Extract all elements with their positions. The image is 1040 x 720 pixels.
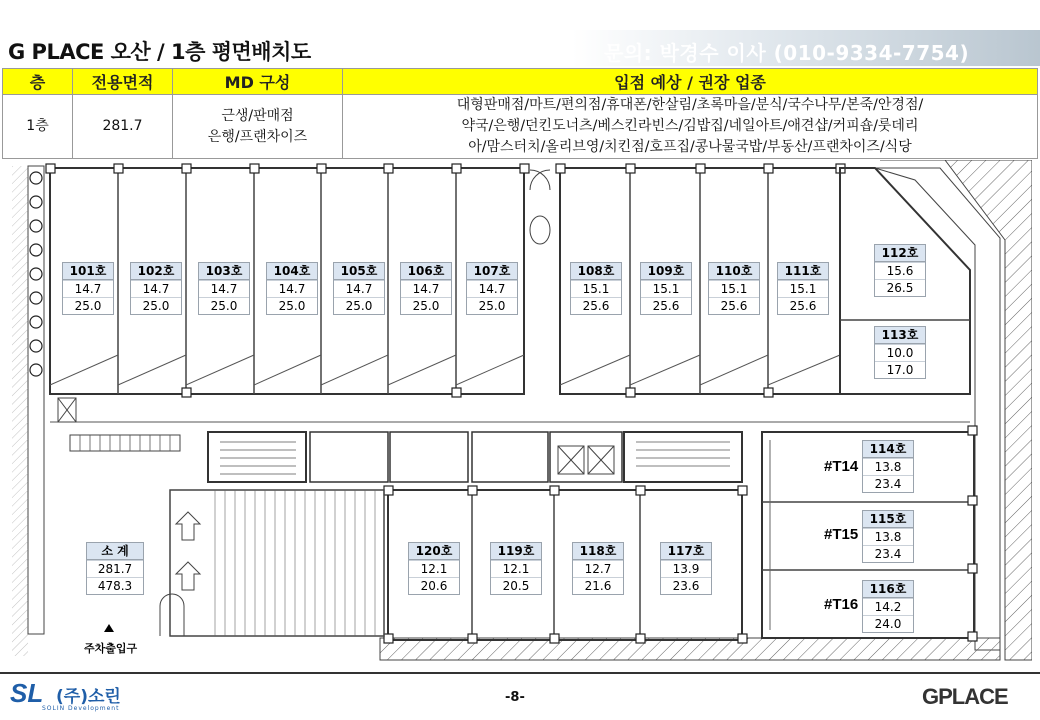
unit-number: 118호 <box>573 543 623 560</box>
unit-area-exclusive: 12.1 <box>409 560 459 577</box>
col-area: 전용면적 <box>73 69 173 95</box>
unit-number: 109호 <box>641 263 691 280</box>
unit-area-exclusive: 14.2 <box>863 598 913 615</box>
unit-number: 111호 <box>778 263 828 280</box>
unit-area-exclusive: 15.6 <box>875 262 925 279</box>
unit-number: 113호 <box>875 327 925 344</box>
col-floor: 층 <box>3 69 73 95</box>
subtotal-label <box>86 542 144 595</box>
unit-area-supply: 25.6 <box>709 297 759 314</box>
unit-area-exclusive: 15.1 <box>571 280 621 297</box>
unit-label <box>400 262 452 315</box>
parking-entrance-label: 주차출입구 <box>84 642 138 655</box>
unit-area-exclusive: 15.1 <box>709 280 759 297</box>
unit-area-supply: 25.6 <box>641 297 691 314</box>
unit-label <box>62 262 114 315</box>
md-line-1: 근생/판매점 <box>221 107 294 124</box>
unit-label <box>777 262 829 315</box>
unit-label <box>862 440 914 493</box>
cell-tenants <box>343 95 1038 159</box>
unit-label <box>198 262 250 315</box>
unit-number: 108호 <box>571 263 621 280</box>
company-name-en: SOLIN Development <box>42 705 120 712</box>
footer-divider <box>0 672 1040 674</box>
subtotal-a: 281.7 <box>87 560 143 577</box>
unit-area-supply: 25.0 <box>401 297 451 314</box>
unit-number: 102호 <box>131 263 181 280</box>
tenants-line-3: 아/맘스터치/올리브영/치킨점/호프집/콩나물국밥/부동산/프랜차이즈/식당 <box>468 139 912 155</box>
unit-area-exclusive: 10.0 <box>875 344 925 361</box>
unit-number: 115호 <box>863 511 913 528</box>
unit-area-exclusive: 12.1 <box>491 560 541 577</box>
unit-area-exclusive: 12.7 <box>573 560 623 577</box>
unit-area-supply: 25.6 <box>571 297 621 314</box>
unit-number: 106호 <box>401 263 451 280</box>
unit-area-exclusive: 15.1 <box>641 280 691 297</box>
unit-label <box>862 510 914 563</box>
unit-area-supply: 21.6 <box>573 577 623 594</box>
unit-area-supply: 23.4 <box>863 475 913 492</box>
unit-label <box>660 542 712 595</box>
tenants-line-1: 대형판매점/마트/편의점/휴대폰/한살림/초록마을/분식/국수나무/본죽/안경점/ <box>456 97 924 113</box>
unit-area-exclusive: 13.8 <box>863 528 913 545</box>
tree-icons <box>30 172 42 376</box>
contact-info: 문의: 박경수 이사 (010-9334-7754) <box>604 41 970 65</box>
unit-number: 120호 <box>409 543 459 560</box>
subtotal-title: 소 계 <box>87 543 143 560</box>
page-title: G PLACE 오산 / 1층 평면배치도 <box>8 40 311 64</box>
unit-label <box>874 244 926 297</box>
unit-area-exclusive: 14.7 <box>131 280 181 297</box>
unit-number: 119호 <box>491 543 541 560</box>
unit-area-supply: 25.0 <box>131 297 181 314</box>
unit-area-supply: 17.0 <box>875 361 925 378</box>
unit-number: 105호 <box>334 263 384 280</box>
unit-number: 114호 <box>863 441 913 458</box>
subtotal-b: 478.3 <box>87 577 143 594</box>
unit-area-supply: 25.0 <box>334 297 384 314</box>
company-logo-mark: SL <box>10 678 44 708</box>
unit-area-supply: 23.4 <box>863 545 913 562</box>
info-table-row <box>3 95 1038 159</box>
unit-label <box>333 262 385 315</box>
unit-number: 112호 <box>875 245 925 262</box>
left-planter <box>28 166 44 634</box>
unit-number: 101호 <box>63 263 113 280</box>
unit-area-exclusive: 14.7 <box>267 280 317 297</box>
company-logo <box>10 680 130 716</box>
unit-area-exclusive: 14.7 <box>467 280 517 297</box>
unit-area-exclusive: 15.1 <box>778 280 828 297</box>
unit-area-exclusive: 13.8 <box>863 458 913 475</box>
md-line-2: 은행/프랜차이즈 <box>207 128 308 145</box>
unit-area-supply: 20.5 <box>491 577 541 594</box>
tenants-line-2: 약국/은행/던킨도너츠/베스킨라빈스/김밥집/네일아트/애견샵/커피숍/룻데리 <box>461 118 919 134</box>
brand-logo: GPLACE <box>922 684 1008 709</box>
unit-label <box>862 580 914 633</box>
unit-area-supply: 25.0 <box>267 297 317 314</box>
unit-label <box>572 542 624 595</box>
unit-label <box>708 262 760 315</box>
company-name: (주)소린 <box>56 687 121 707</box>
unit-label <box>570 262 622 315</box>
info-table <box>2 68 1038 159</box>
unit-number: 107호 <box>467 263 517 280</box>
cell-floor: 1층 <box>3 95 73 159</box>
unit-area-exclusive: 14.7 <box>334 280 384 297</box>
unit-area-supply: 25.0 <box>63 297 113 314</box>
unit-area-supply: 25.0 <box>199 297 249 314</box>
unit-number: 116호 <box>863 581 913 598</box>
cell-md <box>173 95 343 159</box>
unit-area-exclusive: 14.7 <box>63 280 113 297</box>
unit-label <box>640 262 692 315</box>
unit-area-supply: 23.6 <box>661 577 711 594</box>
tcode-t15: #T15 <box>824 526 859 543</box>
unit-area-supply: 25.0 <box>467 297 517 314</box>
unit-area-exclusive: 13.9 <box>661 560 711 577</box>
unit-label <box>266 262 318 315</box>
info-table-header <box>3 69 1038 95</box>
unit-label <box>874 326 926 379</box>
unit-area-supply: 20.6 <box>409 577 459 594</box>
unit-label <box>130 262 182 315</box>
unit-label <box>466 262 518 315</box>
unit-area-supply: 25.6 <box>778 297 828 314</box>
cell-area: 281.7 <box>73 95 173 159</box>
unit-area-supply: 26.5 <box>875 279 925 296</box>
unit-number: 104호 <box>267 263 317 280</box>
unit-area-supply: 24.0 <box>863 615 913 632</box>
col-md: MD 구성 <box>173 69 343 95</box>
unit-label <box>490 542 542 595</box>
unit-area-exclusive: 14.7 <box>401 280 451 297</box>
tcode-t16: #T16 <box>824 596 859 613</box>
col-tenants: 입점 예상 / 권장 업종 <box>343 69 1038 95</box>
ramp-arrow-icons <box>176 512 200 590</box>
unit-area-exclusive: 14.7 <box>199 280 249 297</box>
tcode-t14: #T14 <box>824 458 859 475</box>
unit-number: 110호 <box>709 263 759 280</box>
unit-label <box>408 542 460 595</box>
page-number: -8- <box>505 690 525 705</box>
unit-number: 117호 <box>661 543 711 560</box>
unit-number: 103호 <box>199 263 249 280</box>
